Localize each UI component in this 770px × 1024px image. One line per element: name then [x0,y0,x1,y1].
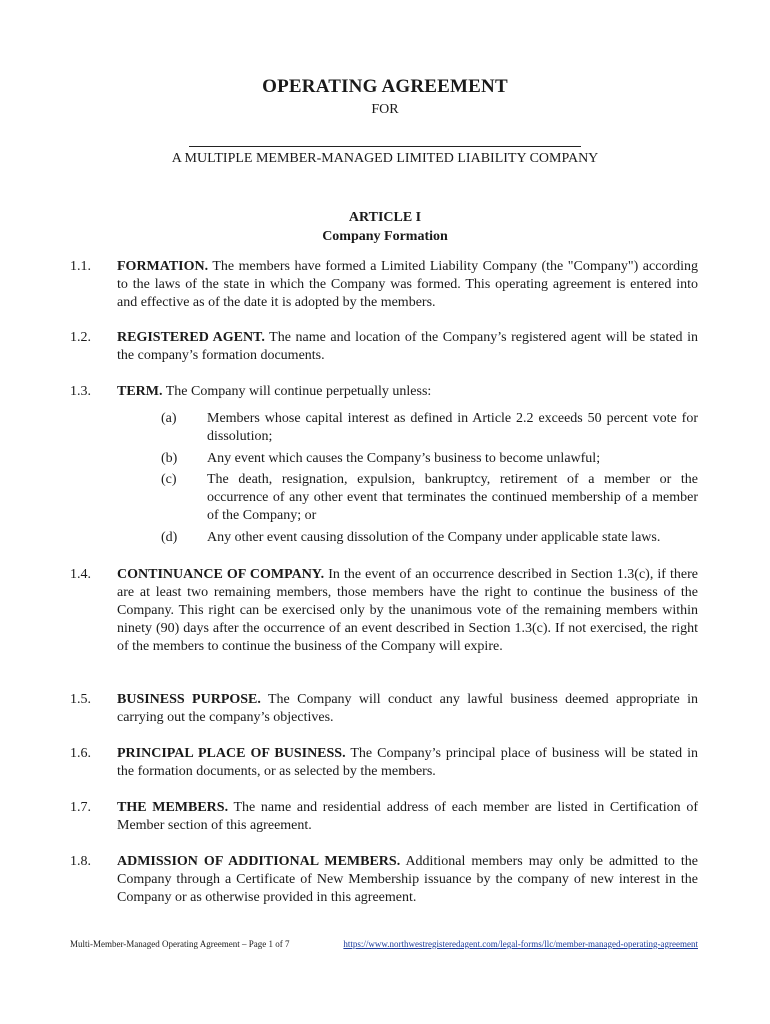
item-letter: (c) [161,472,177,487]
footer-source-link[interactable]: https://www.northwestregisteredagent.com/legal-forms/llc/member-managed-operating-agreement [343,939,698,949]
section-1-2 [70,329,698,365]
document-title: OPERATING AGREEMENT [262,76,508,97]
section-body [117,383,698,401]
item-text: The death, resignation, expulsion, bankruptcy, retirement of a member or the occurrence of any other event that terminates the continued membership of a member of the Company; or [207,472,698,523]
section-1-5 [70,691,698,727]
section-heading: TERM. [117,384,163,399]
section-heading: FORMATION. [117,259,209,274]
section-1-6 [70,745,698,781]
section-text: The members have formed a Limited Liability Company (the "Company") according to the laws of the state in which the Company was formed. This operating agreement is entered into and effective as of the date it is adopted by the members. [117,259,698,310]
section-text: Additional members may only be admitted to the Company through a Certificate of New Membership issuance by the company of new interest in the Company or as otherwise provided in this agreement. [117,854,698,905]
section-heading: THE MEMBERS. [117,800,229,815]
section-body [117,799,698,835]
term-item-a [161,410,698,446]
section-number: 1.8. [70,854,91,869]
term-item-c [161,471,698,525]
item-text: Members whose capital interest as defined in Article 2.2 exceeds 50 percent vote for dissolution; [207,411,698,444]
section-body [117,329,698,365]
section-number: 1.6. [70,746,91,761]
section-1-8 [70,853,698,907]
item-text: Any other event causing dissolution of the Company under applicable state laws. [207,530,661,545]
article-title: Company Formation [322,229,448,244]
section-text: The name and residential address of each member are listed in Certification of Member section of this agreement. [117,800,698,833]
section-heading: CONTINUANCE OF COMPANY. [117,567,325,582]
item-text: Any event which causes the Company’s business to become unlawful; [207,451,601,466]
item-letter: (b) [161,451,178,466]
section-heading: BUSINESS PURPOSE. [117,692,261,707]
name-blank-line [189,146,581,147]
section-number: 1.3. [70,384,91,399]
document-subtitle: A MULTIPLE MEMBER-MANAGED LIMITED LIABILITY COMPANY [171,151,599,166]
section-text: The Company will conduct any lawful business deemed appropriate in carrying out the company’s objectives. [117,692,698,725]
article-number: ARTICLE I [348,210,422,225]
section-body [117,853,698,907]
section-heading: REGISTERED AGENT. [117,330,265,345]
section-body [117,745,698,781]
section-number: 1.4. [70,567,91,582]
term-item-b [161,450,698,468]
section-1-4 [70,566,698,656]
section-1-3 [70,383,698,401]
section-text: The Company’s principal place of business will be stated in the formation documents, or as selected by the members. [117,746,698,779]
section-number: 1.2. [70,330,91,345]
document-for-line: FOR [371,102,399,117]
section-body [117,691,698,727]
item-letter: (d) [161,530,178,545]
section-body [117,258,698,312]
section-number: 1.1. [70,259,91,274]
section-heading: PRINCIPAL PLACE OF BUSINESS. [117,746,346,761]
section-1-1 [70,258,698,312]
section-body [117,566,698,656]
section-heading: ADMISSION OF ADDITIONAL MEMBERS. [117,854,401,869]
item-letter: (a) [161,411,177,426]
section-text: The name and location of the Company’s registered agent will be stated in the company’s formation documents. [117,330,699,363]
section-1-7 [70,799,698,835]
term-item-d [161,529,698,547]
section-number: 1.5. [70,692,91,707]
section-text: In the event of an occurrence described in Section 1.3(c), if there are at least two remaining members, those members have the right to continue the business of the Company. This right can be exercised only by the unanimous vote of the remaining members within ninety (90) days after the occurrence of an event described in Section 1.3(c). If not exercised, the right of the members to continue the business of the Company will expire. [117,567,698,654]
section-number: 1.7. [70,800,91,815]
footer-page-info: Multi-Member-Managed Operating Agreement – Page 1 of 7 [70,939,290,949]
section-text: The Company will continue perpetually unless: [162,384,432,399]
